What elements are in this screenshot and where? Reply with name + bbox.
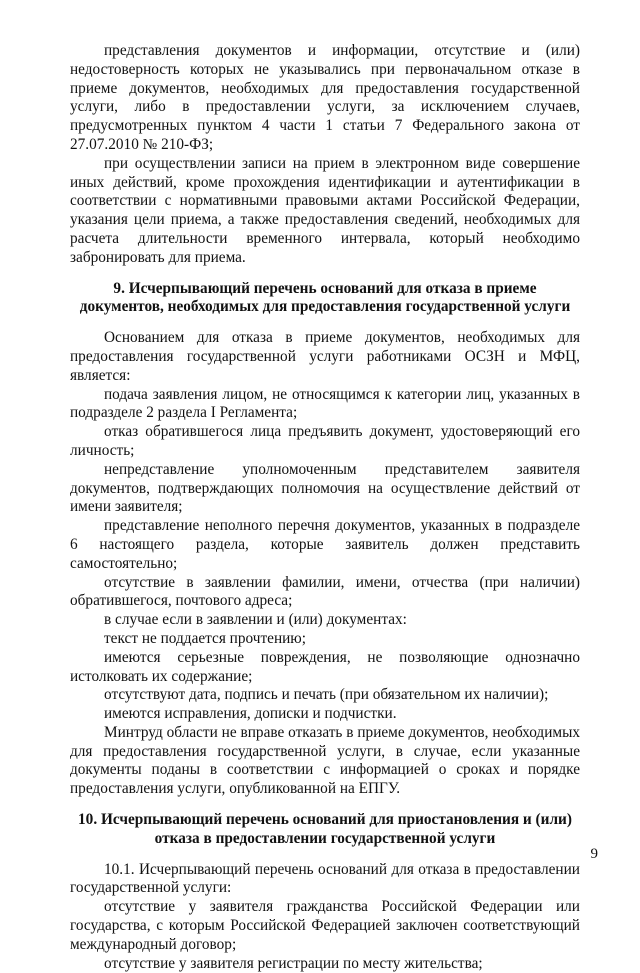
paragraph: Основанием для отказа в приеме документов, необходимых для предоставления государственной услуги работниками ОСЗН и МФЦ, является: [70,329,580,384]
section-10-heading: 10. Исчерпывающий перечень оснований для приостановления и (или) отказа в предоставлении государственной услуги [78,811,572,847]
page-number: 9 [590,846,598,862]
paragraph: подача заявления лицом, не относящимся к категории лиц, указанных в подразделе 2 раздела I Регламента; [70,385,580,422]
paragraph: отсутствие у заявителя регистрации по месту жительства; [104,954,483,972]
paragraph: Минтруд области не вправе отказать в приеме документов, необходимых для предоставления государственной услуги, в случае, если указанные документы поданы в соответствии с информацией о сроках и порядке предоставления услуги, опубликованной на ЕПГУ. [70,723,580,798]
paragraph: отсутствуют дата, подпись и печать (при обязательном их наличии); [104,686,549,704]
paragraph: имеются серьезные повреждения, не позволяющие однозначно истолковать их содержание; [70,648,580,685]
paragraph: представление неполного перечня документов, указанных в подразделе 6 настоящего раздела, которые заявитель должен представить самостоятельно; [70,517,580,572]
paragraph: представления документов и информации, отсутствие и (или) недостоверность которых не указывались при первоначальном отказе в приеме документов, необходимых для предоставления государственной услуги, либо в предоставлении услуги, за исключением случаев, предусмотренных пунктом 4 части 1 статьи 7 Федерального закона от 27.07.2010 № 210-ФЗ; [70,42,580,153]
paragraph: имеются исправления, дописки и подчистки. [104,705,397,723]
paragraph: 10.1. Исчерпывающий перечень оснований для отказа в предоставлении государственной услуги: [70,860,580,897]
paragraph: при осуществлении записи на прием в электронном виде совершение иных действий, кроме прохождения идентификации и аутентификации в соответствии с нормативными правовыми актами Российской Федерации, указания цели приема, а также предоставления сведений, необходимых для расчета длительности временного интервала, который необходимо забронировать для приема. [70,154,580,266]
paragraph: отказ обратившегося лица предъявить документ, удостоверяющий его личность; [70,423,580,459]
paragraph: в случае если в заявлении и (или) документах: [104,611,407,629]
paragraph: отсутствие в заявлении фамилии, имени, отчества (при наличии) обратившегося, почтового адреса; [70,573,580,610]
paragraph: отсутствие у заявителя гражданства Российской Федерации или государства, с которым Российской Федерацией заключен соответствующий международный договор; [70,898,580,953]
paragraph: текст не поддается прочтению; [104,629,306,647]
paragraph: непредставление уполномоченным представителем заявителя документов, подтверждающих полномочия на осуществление действий от имени заявителя; [70,460,580,516]
section-9-heading: 9. Исчерпывающий перечень оснований для отказа в приеме документов, необходимых для предоставления государственной услуги [79,279,571,316]
